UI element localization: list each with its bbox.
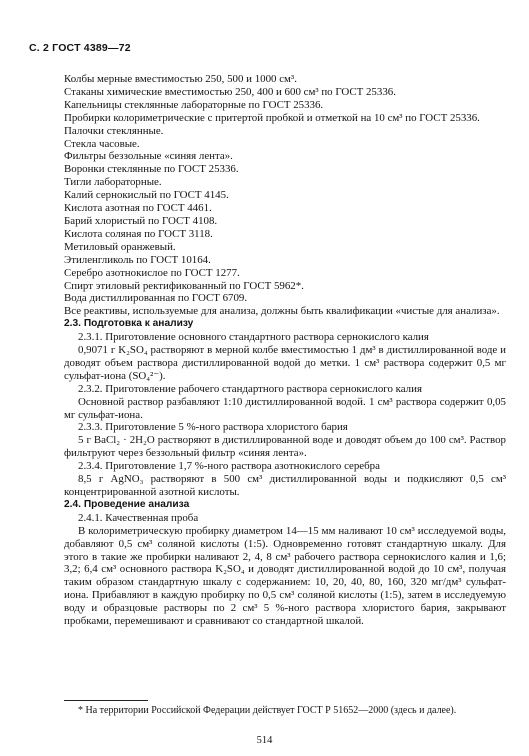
- reagent-line: Барий хлористый по ГОСТ 4108.: [64, 214, 218, 227]
- reagent-line: Кислота соляная по ГОСТ 3118.: [64, 227, 213, 240]
- reagent-note: Все реактивы, используемые для анализа, должны быть квалификации «чистые для анализа».: [64, 305, 500, 318]
- footnote: * На территории Российской Федерации действует ГОСТ Р 51652—2000 (здесь и далее).: [78, 705, 457, 716]
- paragraph-2-3-4: 8,5 г AgNO₃ растворяют в 500 см³ дистиллированной воды и подкисляют 0,5 см³ концентрированной азотной кислоты.: [64, 473, 506, 498]
- reagent-line: Вода дистиллированная по ГОСТ 6709.: [64, 292, 248, 305]
- subsection-2-3-4: 2.3.4. Приготовление 1,7 %-ного раствора азотнокислого серебра: [78, 460, 380, 473]
- equipment-line: Колбы мерные вместимостью 250, 500 и 1000 см³.: [64, 73, 297, 85]
- section-heading-2-4: 2.4. Проведение анализа: [64, 498, 190, 510]
- equipment-line: Воронки стеклянные по ГОСТ 25336.: [64, 163, 239, 176]
- paragraph-2-3-3: 5 г BaCl₂ · 2H₂O растворяют в дистиллированной воде и доводят объем до 100 см³. Раствор фильтруют через беззольный фильтр «синяя лента».: [64, 434, 506, 460]
- equipment-line: Фильтры беззольные «синяя лента».: [64, 150, 233, 163]
- reagent-line: Этиленгликоль по ГОСТ 10164.: [64, 253, 211, 266]
- equipment-line: Капельницы стеклянные лабораторные по ГОСТ 25336.: [64, 98, 324, 111]
- subsection-2-3-1: 2.3.1. Приготовление основного стандартного раствора сернокислого калия: [78, 331, 429, 344]
- reagent-line: Серебро азотнокислое по ГОСТ 1277.: [64, 266, 240, 279]
- equipment-line: Стаканы химические вместимостью 250, 400 и 600 см³ по ГОСТ 25336.: [64, 85, 396, 98]
- subsection-2-3-3: 2.3.3. Приготовление 5 %-ного раствора хлористого бария: [78, 421, 348, 434]
- document-body: [64, 73, 506, 628]
- reagent-line: Кислота азотная по ГОСТ 4461.: [64, 202, 212, 215]
- equipment-line: Стекла часовые.: [64, 137, 140, 150]
- page-number: 514: [256, 735, 273, 746]
- equipment-line: Тигли лабораторные.: [64, 176, 162, 189]
- reagent-line: Калий сернокислый по ГОСТ 4145.: [64, 189, 229, 202]
- page-header: С. 2 ГОСТ 4389—72: [29, 42, 131, 54]
- section-heading-2-3: 2.3. Подготовка к анализу: [64, 318, 194, 330]
- paragraph-2-3-2: Основной раствор разбавляют 1:10 дистиллированной водой. 1 см³ раствора содержит 0,05 мг сульфат-иона.: [64, 395, 506, 421]
- paragraph-2-3-1: 0,9071 г K₂SO₄ растворяют в мерной колбе вместимостью 1 дм³ в дистиллированной воде и доводят объем раствора дистиллированной водой до метки. 1 см³ раствора содержит 0,5 мг сульфат-иона (SO₄²⁻).: [64, 344, 506, 382]
- reagent-line: Метиловый оранжевый.: [64, 240, 176, 253]
- subsection-2-3-2: 2.3.2. Приготовление рабочего стандартного раствора сернокислого калия: [78, 382, 422, 395]
- subsection-2-4-1: 2.4.1. Качественная проба: [78, 511, 199, 524]
- footnote-divider: [64, 700, 148, 701]
- equipment-line: Пробирки колориметрические с притертой пробкой и отметкой на 10 см³ по ГОСТ 25336.: [64, 111, 480, 124]
- equipment-line: Палочки стеклянные.: [64, 124, 164, 137]
- paragraph-2-4-1: В колориметрическую пробирку диаметром 14—15 мм наливают 10 см³ исследуемой воды, добавляют 0,5 см³ соляной кислоты (1:5). Одновременно готовят стандартную шкалу. Для этого в такие же пробирки наливают 2, 4, 8 см³ рабочего раствора сернокислого калия и 1,6; 3,2; 6,4 см³ основного раствора K₂SO₄ и доводят дистиллированной водой до 10 см³, получая таким образом стандартную шкалу с содержанием: 10, 20, 40, 80, 160, 320 мг/дм³ сульфат-иона. Прибавляют в каждую пробирку по 0,5 см³ соляной кислоты (1:5), затем в исследуемую воду и образцовые растворы по 2 см³ 5 %-ного раствора хлористого бария, закрывают пробками, перемешивают и сравнивают со стандартной шкалой.: [64, 524, 506, 628]
- reagent-line: Спирт этиловый ректификованный по ГОСТ 5962*.: [64, 279, 304, 292]
